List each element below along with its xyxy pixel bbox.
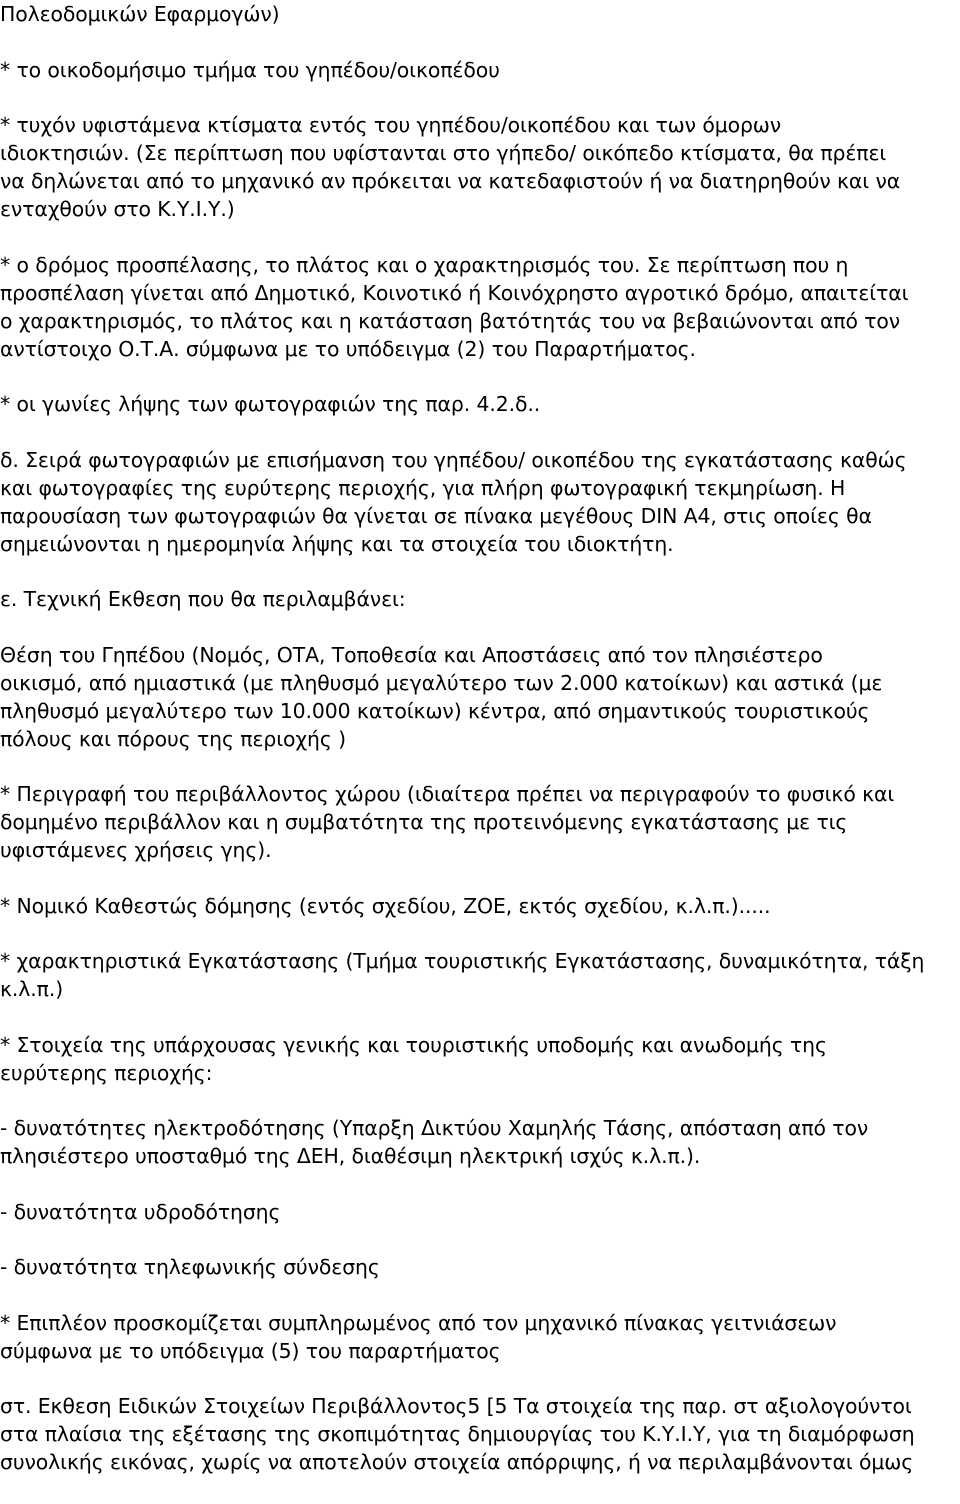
- paragraph-neighbours-table: * Επιπλέον προσκομίζεται συμπληρωμένος από τον μηχανικό πίνακας γειτνιάσεων σύμφωνα με το υπόδειγμα (5) του παραρτήματος: [0, 1310, 837, 1363]
- paragraph-access-road: * ο δρόμος προσπέλασης, το πλάτος και ο χαρακτηρισμός του. Σε περίπτωση που η προσπέλαση γίνεται από Δημοτικό, Κοινοτικό ή Κοινόχρηστο αγροτικό δρόμο, απαιτείται ο χαρακτηρισμός, το πλάτος και η κατάσταση βατότητάς του να βεβαιώνονται από τον αντίστοιχο Ο.Τ.Α. σύμφωνα με το υπόδειγμα (2) του Παραρτήματος.: [0, 252, 909, 361]
- paragraph-legal-status: * Νομικό Καθεστώς δόμησης (εντός σχεδίου, ΖΟΕ, εκτός σχεδίου, κ.λ.π.).....: [0, 893, 771, 918]
- paragraph-site-location: Θέση του Γηπέδου (Νομός, ΟΤΑ, Τοποθεσία και Αποστάσεις από τον πλησιέστερο οικισμό, από ημιαστικά (με πληθυσμό μεγαλύτερο των 2.000 κατοίκων) και αστικά (με πληθυσμό μεγαλύτερο των 10.000 κατοίκων) κέντρα, από σημαντικούς τουριστικούς πόλους και πόρους της περιοχής ): [0, 642, 883, 751]
- paragraph-environmental-report: στ. Εκθεση Ειδικών Στοιχείων Περιβάλλοντος5 [5 Τα στοιχεία της παρ. στ αξιολογούντοι στα πλαίσια της εξέτασης της σκοπιμότητας δημιουργίας του Κ.Υ.Ι.Υ, για τη διαμόρφωση συνολικής εικόνας, χωρίς να αποτελούν στοιχεία απόρριψης, ή να περιλαμβάνονται όμως: [0, 1394, 915, 1474]
- paragraph-photo-angles: * οι γωνίες λήψης των φωτογραφιών της παρ. 4.2.δ..: [0, 392, 541, 416]
- paragraph-facility-characteristics: * χαρακτηριστικά Εγκατάστασης (Τμήμα τουριστικής Εγκατάστασης, δυναμικότητα, τάξη κ.λ.π.): [0, 949, 925, 1001]
- paragraph-buildable-area: * το οικοδομήσιμο τμήμα του γηπέδου/οικοπέδου: [0, 57, 500, 82]
- paragraph-electricity: - δυνατότητες ηλεκτροδότησης (Υπαρξη Δικτύου Χαμηλής Τάσης, απόσταση από τον πλησιέστερο υποσταθμό της ΔΕΗ, διαθέσιμη ηλεκτρική ισχύς κ.λ.π.).: [0, 1116, 869, 1168]
- paragraph-existing-buildings: * τυχόν υφιστάμενα κτίσματα εντός του γηπέδου/οικοπέδου και των όμορων ιδιοκτησιών. (Σε περίπτωση που υφίστανται στο γήπεδο/ οικόπεδο κτίσματα, θα πρέπει να δηλώνεται από το μηχανικό αν πρόκειται να κατεδαφιστούν ή να διατηρηθούν και να ενταχθούν στο Κ.Υ.Ι.Υ.): [0, 113, 901, 221]
- paragraph-water-supply: - δυνατότητα υδροδότησης: [0, 1199, 281, 1224]
- paragraph-telephone: - δυνατότητα τηλεφωνικής σύνδεσης: [0, 1255, 380, 1279]
- paragraph-heading-continuation: Πολεοδομικών Εφαρμογών): [0, 2, 280, 26]
- paragraph-technical-report: ε. Τεχνική Εκθεση που θα περιλαμβάνει:: [0, 587, 406, 611]
- paragraph-infrastructure: * Στοιχεία της υπάρχουσας γενικής και τουριστικής υποδομής και ανωδομής της ευρύτερης περιοχής:: [0, 1032, 827, 1085]
- paragraph-surroundings: * Περιγραφή του περιβάλλοντος χώρου (ιδιαίτερα πρέπει να περιγραφούν το φυσικό και δομημένο περιβάλλον και η συμβατότητα της προτεινόμενης εγκατάστασης με τις υφιστάμενες χρήσεις γης).: [0, 782, 895, 862]
- paragraph-photo-series: δ. Σειρά φωτογραφιών με επισήμανση του γηπέδου/ οικοπέδου της εγκατάστασης καθώς και φωτογραφίες της ευρύτερης περιοχής, για πλήρη φωτογραφική τεκμηρίωση. Η παρουσίαση των φωτογραφιών θα γίνεται σε πίνακα μεγέθους DIN A4, στις οποίες θα σημειώνονται η ημερομηνία λήψης και τα στοιχεία του ιδιοκτήτη.: [0, 447, 907, 556]
